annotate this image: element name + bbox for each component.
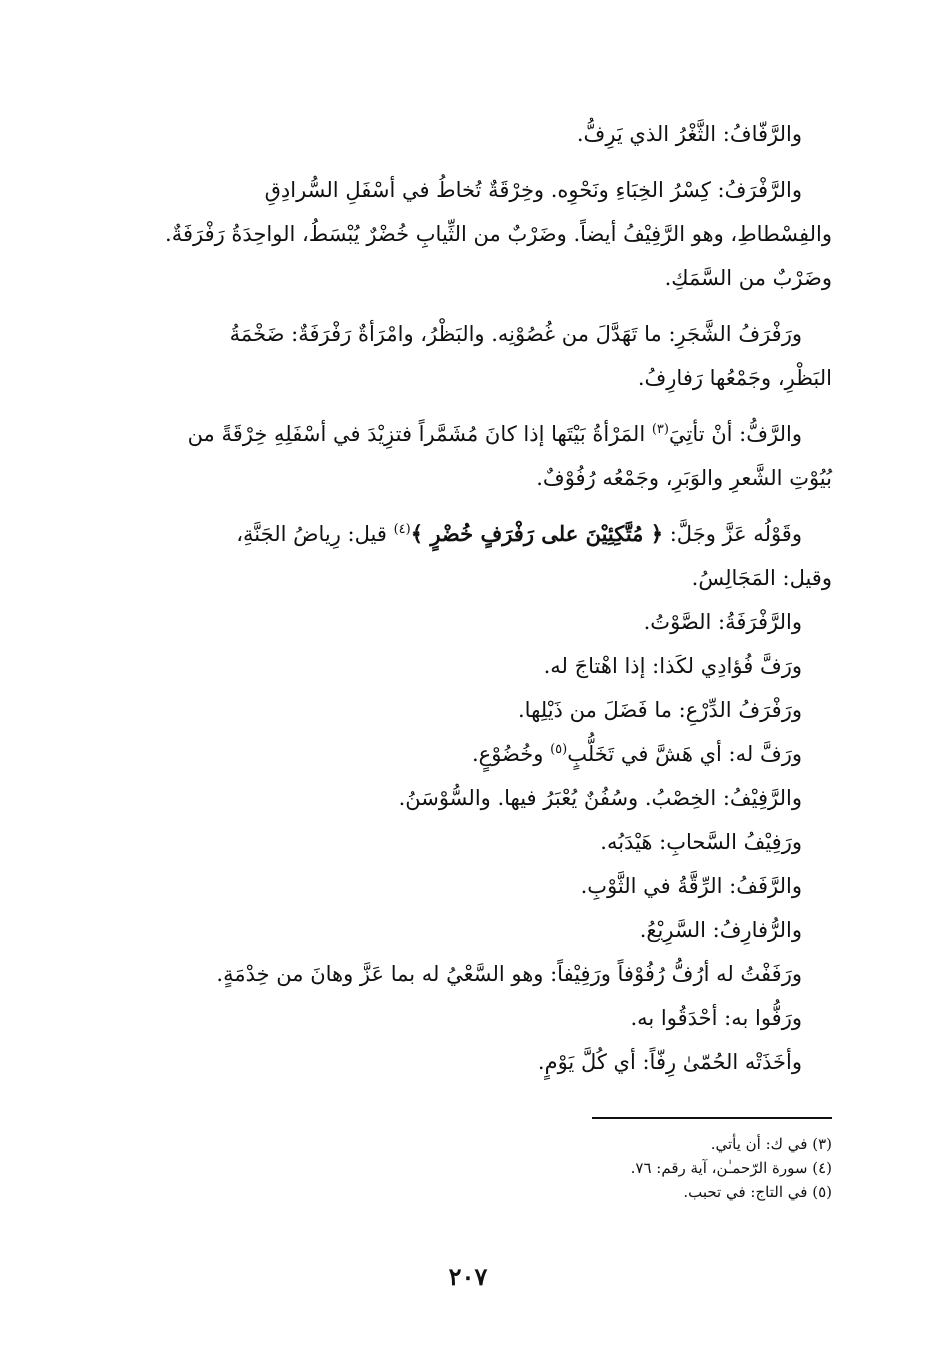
text-line: والرَّفَفُ: الرِّقَّةُ في الثَّوْبِ. — [580, 874, 802, 898]
text-line: ورَفَفْتُ له أرُفُّ رُفُوْفاً ورَفِيْفاً: وهو السَّعْيُ له بما عَزَّ وهانَ من خِدْمَةٍ. — [216, 962, 802, 986]
text-line — [102, 512, 832, 556]
text-line: بُيُوْتِ الشَّعرِ والوَبَرِ، وجَمْعُه رُفُوْفٌ. — [536, 466, 832, 490]
footnote-ref-4: (٤) — [393, 522, 411, 537]
text-line: ورَفْرَفُ الشَّجَرِ: ما تَهَدَّلَ من غُصُوْنِه. والبَظْرُ، وامْرَأةٌ رَفْرَفَةٌ: ضَخْمَةُ — [229, 322, 802, 346]
text-line: وأخَذَتْه الحُمّىٰ رِفّاً: أي كُلَّ يَوْمٍ. — [537, 1050, 802, 1074]
footnote-ref-3: (٣) — [651, 422, 669, 437]
text-line — [102, 732, 832, 776]
text-segment: والرَّفُّ: أنْ تأتِيَ — [668, 422, 802, 446]
text-line: ورَفُّوا به: أحْدَقُوا به. — [630, 1006, 802, 1030]
text-line: البَظْرِ، وجَمْعُها رَفارِفُ. — [637, 366, 832, 390]
footnote-ref-5: (٥) — [550, 742, 568, 757]
text-line — [102, 412, 832, 456]
text-line: والرَّفْرَفُ: كِسْرُ الخِبَاءِ ونَحْوِه. وخِرْقَةٌ تُخاطُ في أسْفَلِ السُّرادِقِ — [264, 178, 802, 202]
text-line: ورَفَّ فُؤادِي لكَذا: إذا اهْتاجَ له. — [543, 654, 802, 678]
footnote-3: (٣) في ك: أن يأتي. — [710, 1135, 832, 1153]
text-line: والرَّفّافُ: الثَّغْرُ الذي يَرِفُّ. — [576, 122, 802, 146]
text-line: وضَرْبٌ من السَّمَكِ. — [664, 266, 832, 290]
entry-rafraf-shajar — [102, 312, 832, 400]
text-line: والرَّفِيْفُ: الخِصْبُ. وسُفُنٌ يُعْبَرُ فيها. والسُّوْسَنُ. — [398, 786, 802, 810]
quran-quote: ﴿ مُتَّكِئِيْنَ على رَفْرَفٍ خُضْرٍ ﴾ — [410, 521, 664, 546]
footnote-5: (٥) في التاج: في تحبب. — [683, 1183, 832, 1201]
text-line: ورَفْرَفُ الدِّرْعِ: ما فَضَلَ من ذَيْلِها. — [518, 698, 802, 722]
page-number: ٢٠٧ — [448, 1262, 488, 1291]
entry-raff — [102, 412, 832, 500]
text-line: والفِسْطاطِ، وهو الرَّفِيْفُ أيضاً. وضَرْبٌ من الثِّيابِ خُضْرٌ يُبْسَطُ، الواحِدَةُ رَفْرَفَةٌ. — [165, 222, 832, 246]
entry-rafraf — [102, 168, 832, 300]
text-line: ورَفِيْفُ السَّحابِ: هَيْدَبُه. — [600, 830, 802, 854]
text-line: والرُّفارِفُ: السَّرِيْعُ. — [639, 918, 802, 942]
footnotes — [432, 1132, 832, 1204]
entry-raffaf — [102, 112, 832, 156]
footnote-divider — [592, 1117, 832, 1119]
text-segment: المَرْأةُ بَيْتَها إذا كانَ مُشَمَّراً فتزِيْدَ في أسْفَلِهِ خِرْقَةً من — [187, 422, 646, 446]
text-segment: ورَفَّ له: أي هَشَّ في تَخَلُّبٍ — [567, 742, 802, 766]
text-segment: وخُضُوْعٍ. — [471, 742, 544, 766]
text-line: وقيل: المَجَالِسُ. — [691, 566, 832, 590]
text-segment: وقَوْلُه عَزَّ وجَلَّ: — [669, 522, 802, 546]
entry-quran-verse — [102, 512, 832, 1084]
text-segment: قيل: رِياضُ الجَنَّةِ، — [236, 522, 387, 546]
footnote-4: (٤) سورة الرّحمـٰن، آية رقم: ٧٦. — [630, 1159, 832, 1177]
main-text — [102, 112, 832, 1084]
text-line: والرَّفْرَفَةُ: الصَّوْتُ. — [643, 610, 802, 634]
